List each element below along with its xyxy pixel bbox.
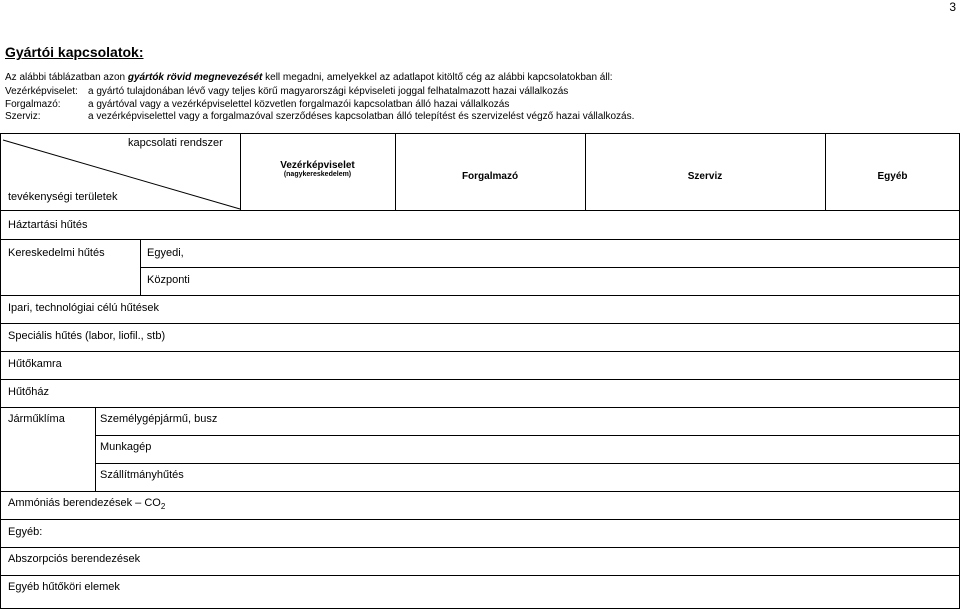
row-label-jarmuklima: Járműklíma [8,413,65,425]
row-label-szallitmany: Szállítmányhűtés [100,469,184,481]
corner-label-top: kapcsolati rendszer [128,137,223,149]
row-label-haztartasi: Háztartási hűtés [8,219,88,231]
table-border [1,134,960,609]
row-label-kozponti: Központi [147,274,190,286]
row-label-egyedi: Egyedi, [147,247,184,259]
row-label-hutohaz: Hűtőház [8,386,49,398]
row-label-kereskedelmi: Kereskedelmi hűtés [8,247,105,259]
column-header-szerviz: Szerviz [687,171,723,182]
column-header-label: Vezérképviselet [280,160,355,171]
definition-term-forgalmazo: Forgalmazó: [5,99,61,110]
row-label-szemelygepjarmu: Személygépjármű, busz [100,413,218,425]
definition-term-vezerkepviselet: Vezérképviselet: [5,86,78,97]
definition-text-vezerkepviselet: a gyártó tulajdonában lévő vagy teljes körű magyarországi képviseleti joggal felhatalmazott hazai vállalkozás [88,86,569,97]
column-header-egyeb: Egyéb [877,171,908,182]
definition-text-szerviz: a vezérképviselettel vagy a forgalmazóval szerződéses kapcsolatban álló telepítést és szervizelést végző hazai vállalkozás. [88,111,635,122]
row-label-munkagep: Munkagép [100,441,152,453]
row-label-ammonias [8,497,165,511]
definition-text-forgalmazo: a gyártóval vagy a vezérképviselettel közvetlen forgalmazói kapcsolatban álló hazai vállalkozás [88,99,510,110]
row-label-specialis: Speciális hűtés (labor, liofil., stb) [8,330,166,342]
definition-term-szerviz: Szerviz: [5,111,41,122]
row-label-egyeb: Egyéb: [8,526,43,538]
row-label-ipari: Ipari, technológiai célú hűtések [8,302,160,314]
row-label-hutokamra: Hűtőkamra [8,358,62,370]
ammonias-text: Ammóniás berendezések – CO [8,497,161,509]
intro-before: Az alábbi táblázatban azon [5,72,128,83]
ammonias-subscript: 2 [160,502,166,512]
page-number: 3 [949,0,956,14]
column-header-vezerkepviselet [240,160,395,178]
intro-after: kell megadni, amelyekkel az adatlapot kitöltő cég az alábbi kapcsolatokban áll: [262,72,613,83]
row-label-egyeb-hutokori: Egyéb hűtőköri elemek [8,581,120,593]
corner-label-bottom: tevékenységi területek [8,191,118,203]
intro-emphasis: gyártók rövid megnevezését [127,72,263,83]
column-header-sub: (nagykereskedelem) [283,171,352,178]
page-title: Gyártói kapcsolatok: [5,44,144,60]
row-label-abszorpcios: Abszorpciós berendezések [8,553,141,565]
column-header-forgalmazo: Forgalmazó [461,171,519,182]
